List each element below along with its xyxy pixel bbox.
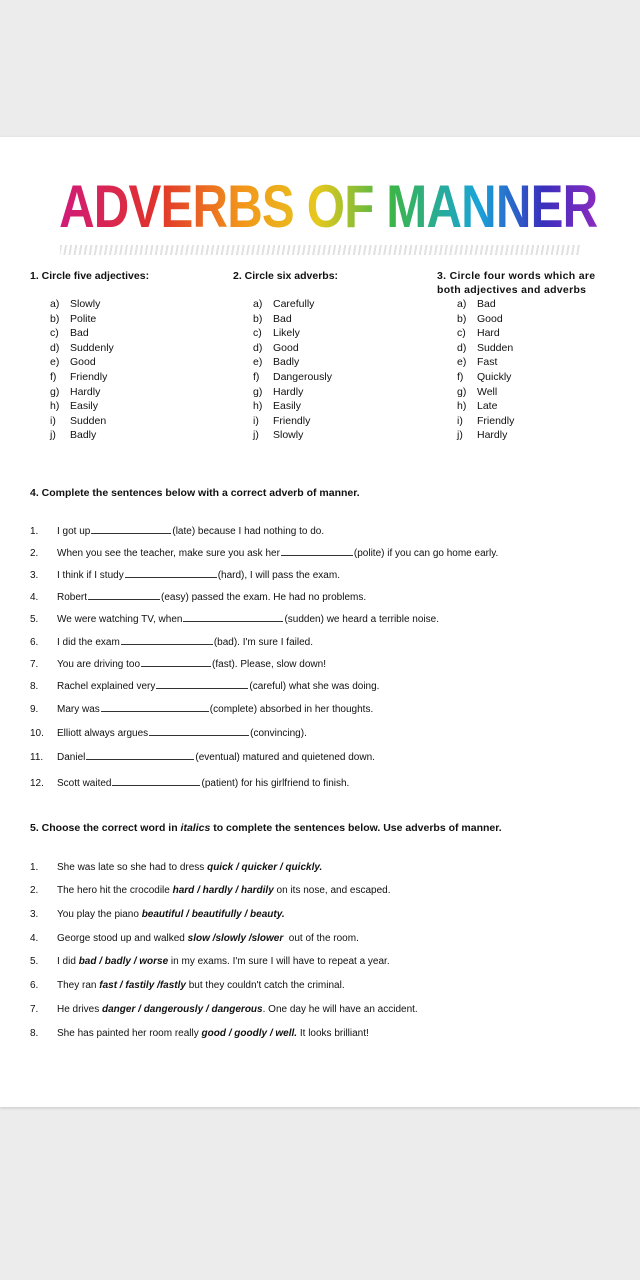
sentence-start: I did the exam	[57, 637, 120, 648]
answer-blank	[281, 547, 353, 556]
list-item	[457, 428, 629, 443]
sentence-end: (complete) absorbed in her thoughts.	[209, 704, 374, 715]
item-letter: d)	[253, 341, 263, 354]
worksheet-page	[0, 137, 640, 1107]
exercise-row	[30, 591, 620, 603]
exercise-number: 11.	[30, 752, 44, 763]
list-item	[457, 399, 629, 414]
exercise-number: 6.	[30, 980, 39, 991]
exercise-number: 12.	[30, 778, 44, 789]
list-item	[457, 370, 629, 385]
list-item	[457, 341, 629, 356]
sentence-start: I got up	[57, 526, 91, 537]
item-word: Carefully	[273, 298, 315, 310]
item-word: Polite	[70, 312, 97, 325]
exercise-row	[30, 547, 620, 559]
exercise-number: 4.	[30, 933, 39, 944]
item-word: Hardly	[477, 429, 508, 442]
item-word: Bad	[70, 327, 89, 340]
sentence-end: in my exams. I'm sure I will have to repeat a year.	[168, 956, 390, 967]
item-word: Well	[477, 385, 498, 398]
section-5-heading-italic: italics	[180, 822, 211, 834]
sentence-start: Daniel	[57, 752, 86, 763]
sentence-end: (patient) for his girlfriend to finish.	[201, 778, 350, 789]
sentence-end: on its nose, and escaped.	[273, 885, 391, 896]
section-3	[437, 269, 629, 443]
exercise-row	[30, 980, 620, 991]
item-word: Fast	[477, 356, 498, 369]
sentence-end: (easy) passed the exam. He had no problems.	[161, 592, 367, 603]
section-1-heading: 1. Circle five adjectives:	[30, 270, 150, 282]
item-word: Late	[477, 400, 498, 413]
word-options: danger / dangerously / dangerous	[102, 1004, 263, 1015]
list-item	[50, 370, 210, 385]
sentence-end: It looks brilliant!	[297, 1028, 369, 1039]
word-options: slow /slowly /slower	[187, 933, 284, 944]
answer-blank	[112, 777, 200, 786]
item-letter: f)	[50, 370, 57, 383]
list-item	[253, 312, 413, 327]
item-letter: d)	[457, 341, 467, 354]
sentence-end: out of the room.	[283, 933, 359, 944]
list-item	[50, 341, 210, 356]
section-2-heading: 2. Circle six adverbs:	[233, 270, 339, 282]
exercise-row	[30, 956, 620, 967]
list-item	[253, 428, 413, 443]
exercise-row	[30, 525, 620, 537]
item-letter: i)	[253, 414, 259, 427]
sentence-start: She was late so she had to dress	[57, 862, 208, 873]
sentence-end: (fast). Please, slow down!	[212, 659, 326, 670]
answer-blank	[125, 569, 217, 578]
item-word: Dangerously	[273, 370, 332, 383]
exercise-number: 6.	[30, 637, 39, 648]
item-letter: e)	[50, 356, 60, 369]
section-2-list	[233, 297, 413, 443]
sentence-end: . One day he will have an accident.	[262, 1004, 418, 1015]
item-letter: e)	[253, 356, 263, 369]
list-item	[457, 355, 629, 370]
list-item	[50, 399, 210, 414]
list-item	[50, 312, 210, 327]
sentence-end: (sudden) we heard a terrible noise.	[284, 614, 439, 625]
item-word: Good	[477, 312, 503, 325]
exercise-row	[30, 885, 620, 896]
section-5-heading-a: 5. Choose the correct word in	[30, 822, 181, 834]
exercise-number: 8.	[30, 681, 39, 692]
exercise-number: 5.	[30, 956, 39, 967]
item-word: Hard	[477, 327, 500, 340]
item-letter: b)	[253, 312, 263, 325]
exercise-number: 4.	[30, 592, 39, 603]
item-word: Hardly	[273, 385, 304, 398]
item-word: Suddenly	[70, 341, 114, 354]
item-letter: b)	[50, 312, 60, 325]
list-item	[50, 355, 210, 370]
item-letter: j)	[253, 429, 259, 442]
sentence-end: (hard), I will pass the exam.	[217, 570, 340, 581]
list-item	[253, 341, 413, 356]
sentence-start: George stood up and walked	[57, 933, 188, 944]
section-3-list	[437, 297, 629, 443]
item-word: Good	[273, 341, 299, 354]
item-word: Slowly	[70, 298, 101, 310]
exercise-row	[30, 613, 620, 625]
list-item	[457, 385, 629, 400]
title-area	[0, 167, 640, 247]
list-item	[457, 414, 629, 429]
item-word: Badly	[70, 429, 97, 442]
item-letter: h)	[457, 400, 467, 413]
list-item	[50, 414, 210, 429]
item-letter: a)	[253, 298, 263, 310]
item-letter: c)	[457, 327, 466, 340]
item-letter: b)	[457, 312, 467, 325]
section-5-heading	[30, 822, 502, 834]
answer-blank	[91, 525, 171, 534]
exercise-number: 2.	[30, 548, 39, 559]
list-item	[50, 326, 210, 341]
sentence-end: (bad). I'm sure I failed.	[213, 637, 313, 648]
word-options: quick / quicker / quickly.	[207, 862, 323, 873]
item-word: Badly	[273, 356, 300, 369]
answer-blank	[183, 613, 283, 622]
sentence-start: Scott waited	[57, 778, 112, 789]
exercise-row	[30, 777, 620, 789]
exercise-number: 3.	[30, 909, 39, 920]
list-item	[253, 297, 413, 312]
item-letter: f)	[253, 370, 260, 383]
item-word: Likely	[273, 327, 300, 340]
exercise-number: 9.	[30, 704, 39, 715]
answer-blank	[141, 658, 211, 667]
sentence-start: You are driving too	[57, 659, 141, 670]
exercise-number: 1.	[30, 526, 39, 537]
item-word: Hardly	[70, 385, 101, 398]
sentence-start: The hero hit the crocodile	[57, 885, 173, 896]
item-letter: j)	[50, 429, 56, 442]
section-4-heading: 4. Complete the sentences below with a correct adverb of manner.	[30, 487, 360, 499]
sentence-start: When you see the teacher, make sure you ask her	[57, 548, 280, 559]
exercise-row	[30, 658, 620, 670]
item-word: Quickly	[477, 370, 512, 383]
word-options: beautiful / beautifully / beauty.	[141, 909, 285, 920]
exercise-number: 10.	[30, 728, 44, 739]
item-letter: d)	[50, 341, 60, 354]
word-options: hard / hardly / hardily	[172, 885, 274, 896]
word-options: good / goodly / well.	[201, 1028, 298, 1039]
word-options: bad / badly / worse	[78, 956, 169, 967]
item-letter: h)	[253, 400, 263, 413]
item-letter: g)	[253, 385, 263, 398]
sentence-start: Robert	[57, 592, 88, 603]
exercise-row	[30, 703, 620, 715]
item-word: Sudden	[70, 414, 107, 427]
item-letter: h)	[50, 400, 60, 413]
exercise-row	[30, 862, 620, 873]
list-item	[253, 326, 413, 341]
item-letter: a)	[457, 298, 467, 310]
sentence-end: (late) because I had nothing to do.	[172, 526, 325, 537]
list-item	[253, 414, 413, 429]
list-item	[253, 399, 413, 414]
exercise-number: 1.	[30, 862, 39, 873]
list-item	[457, 312, 629, 327]
exercise-row	[30, 909, 620, 920]
sentence-start: I did	[57, 956, 79, 967]
sentence-start: Rachel explained very	[57, 681, 156, 692]
section-3-heading	[437, 269, 629, 297]
item-word: Bad	[477, 298, 496, 310]
item-letter: g)	[50, 385, 60, 398]
sentence-start: He drives	[57, 1004, 103, 1015]
sentence-start: Mary was	[57, 704, 100, 715]
exercise-row	[30, 636, 620, 648]
list-item	[50, 297, 210, 312]
item-letter: i)	[457, 414, 463, 427]
exercise-row	[30, 727, 620, 739]
list-item	[253, 370, 413, 385]
item-word: Easily	[70, 400, 99, 413]
list-item	[457, 326, 629, 341]
section-2	[233, 269, 413, 443]
word-options: fast / fastily /fastly	[99, 980, 186, 991]
exercise-row	[30, 751, 620, 763]
sentence-end: (convincing).	[250, 728, 307, 739]
sentence-end: (polite) if you can go home early.	[353, 548, 499, 559]
exercise-row	[30, 569, 620, 581]
item-letter: i)	[50, 414, 56, 427]
answer-blank	[121, 636, 213, 645]
answer-blank	[149, 727, 249, 736]
sentence-start: Elliott always argues	[57, 728, 149, 739]
list-item	[50, 385, 210, 400]
list-item	[50, 428, 210, 443]
sentence-end: but they couldn't catch the criminal.	[185, 980, 345, 991]
sentence-start: They ran	[57, 980, 100, 991]
list-item	[457, 297, 629, 312]
exercise-number: 8.	[30, 1028, 39, 1039]
answer-blank	[86, 751, 194, 760]
answer-blank	[101, 703, 209, 712]
item-letter: a)	[50, 298, 60, 310]
page-title: ADVERBS OF MANNER	[59, 167, 597, 247]
exercise-row	[30, 1028, 620, 1039]
item-letter: c)	[253, 327, 262, 340]
item-letter: j)	[457, 429, 463, 442]
item-word: Bad	[273, 312, 292, 325]
sentence-start: We were watching TV, when	[57, 614, 183, 625]
sentence-end: (careful) what she was doing.	[249, 681, 380, 692]
item-word: Friendly	[273, 414, 311, 427]
list-item	[253, 385, 413, 400]
answer-blank	[156, 680, 248, 689]
item-letter: g)	[457, 385, 467, 398]
answer-blank	[88, 591, 160, 600]
section-1	[30, 269, 210, 443]
exercise-number: 2.	[30, 885, 39, 896]
item-word: Sudden	[477, 341, 514, 354]
exercise-number: 5.	[30, 614, 39, 625]
item-word: Friendly	[477, 414, 515, 427]
exercise-number: 3.	[30, 570, 39, 581]
sentence-start: You play the piano	[57, 909, 142, 920]
section-1-list	[30, 297, 210, 443]
item-letter: c)	[50, 327, 59, 340]
exercise-number: 7.	[30, 659, 39, 670]
item-word: Slowly	[273, 429, 304, 442]
section-5-heading-b: to complete the sentences below. Use adverbs of manner.	[210, 822, 502, 834]
sentence-start: I think if I study	[57, 570, 124, 581]
section-3-heading-line2: both adjectives and adverbs	[437, 284, 587, 296]
exercise-number: 7.	[30, 1004, 39, 1015]
exercise-row	[30, 680, 620, 692]
item-letter: f)	[457, 370, 464, 383]
list-item	[253, 355, 413, 370]
exercise-row	[30, 1004, 620, 1015]
item-word: Good	[70, 356, 96, 369]
sentence-end: (eventual) matured and quietened down.	[195, 752, 375, 763]
exercise-row	[30, 933, 620, 944]
item-word: Easily	[273, 400, 302, 413]
item-letter: e)	[457, 356, 467, 369]
sentence-start: She has painted her room really	[57, 1028, 202, 1039]
section-3-heading-line1: 3. Circle four words which are	[437, 270, 596, 282]
item-word: Friendly	[70, 370, 108, 383]
